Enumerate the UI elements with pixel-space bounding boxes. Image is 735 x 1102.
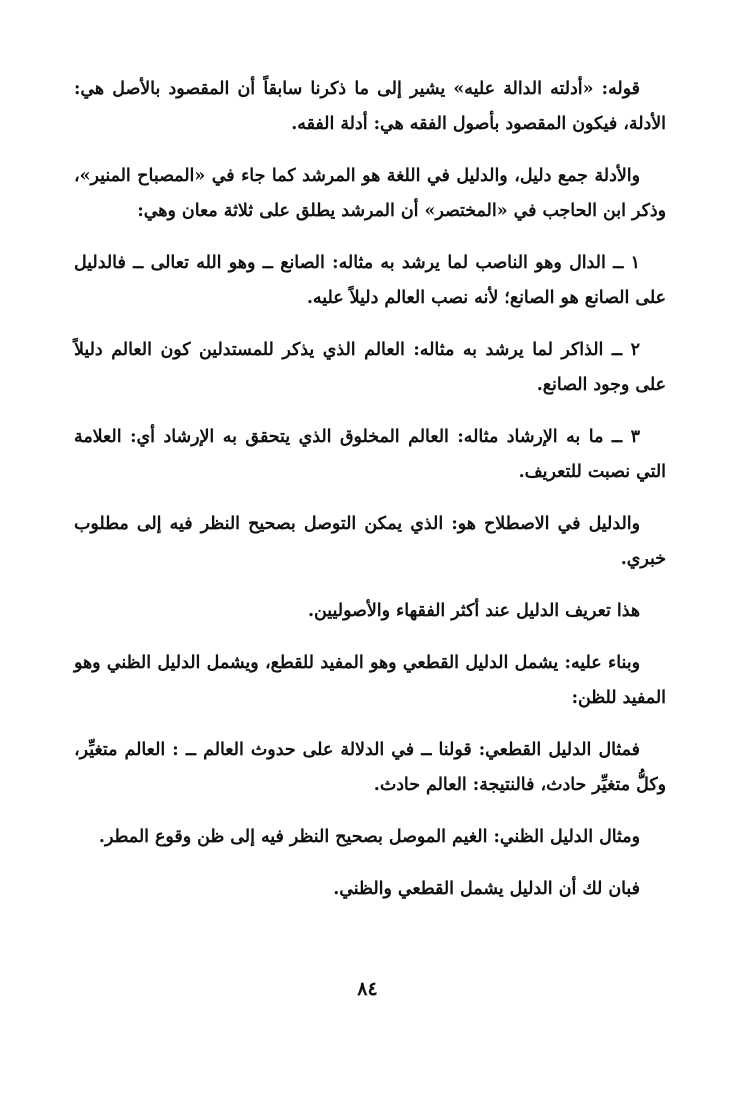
paragraph-majority-view: هذا تعريف الدليل عند أكثر الفقهاء والأصوليين. [307,601,640,621]
paragraph-linguistic-meaning: والأدلة جمع دليل، والدليل في اللغة هو المرشد كما جاء في «المصباح المنير»، وذكر ابن الحاجب في «المختصر» أن المرشد يطلق على ثلاثة معان وهي: [74,166,666,221]
paragraph-conclusion: فبان لك أن الدليل يشمل القطعي والظني. [333,879,640,899]
paragraph-speculative-example: ومثال الدليل الظني: الغيم الموصل بصحيح النظر فيه إلى ظن وقوع المطر. [98,827,640,847]
page-number: ٨٤ [357,978,378,1000]
paragraph-scope: وبناء عليه: يشمل الدليل القطعي وهو المفيد للقطع، ويشمل الدليل الظني وهو المفيد للظن: [74,653,666,708]
paragraph-quote-definition: قوله: «أدلته الدالة عليه» يشير إلى ما ذكرنا سابقاً أن المقصود بالأصل هي: الأدلة، فيكون المقصود بأصول الفقه هي: أدلة الفقه. [74,79,666,134]
list-item-meaning-2: ٢ ــ الذاكر لما يرشد به مثاله: العالم الذي يذكر للمستدلين كون العالم دليلاً على وجود الصانع. [74,340,666,395]
list-item-meaning-3: ٣ ــ ما به الإرشاد مثاله: العالم المخلوق الذي يتحقق به الإرشاد أي: العلامة التي نصبت للتعريف. [74,427,666,482]
paragraph-technical-definition: والدليل في الاصطلاح هو: الذي يمكن التوصل بصحيح النظر فيه إلى مطلوب خبري. [74,514,666,569]
page-body [74,72,666,924]
list-item-meaning-1: ١ ــ الدال وهو الناصب لما يرشد به مثاله: الصانع ــ وهو الله تعالى ــ فالدليل على الصانع هو الصانع؛ لأنه نصب العالم دليلاً عليه. [74,253,666,308]
paragraph-definitive-example: فمثال الدليل القطعي: قولنا ــ في الدلالة على حدوث العالم ــ : العالم متغيِّر، وكلُّ متغيِّر حادث، فالنتيجة: العالم حادث. [74,740,666,795]
